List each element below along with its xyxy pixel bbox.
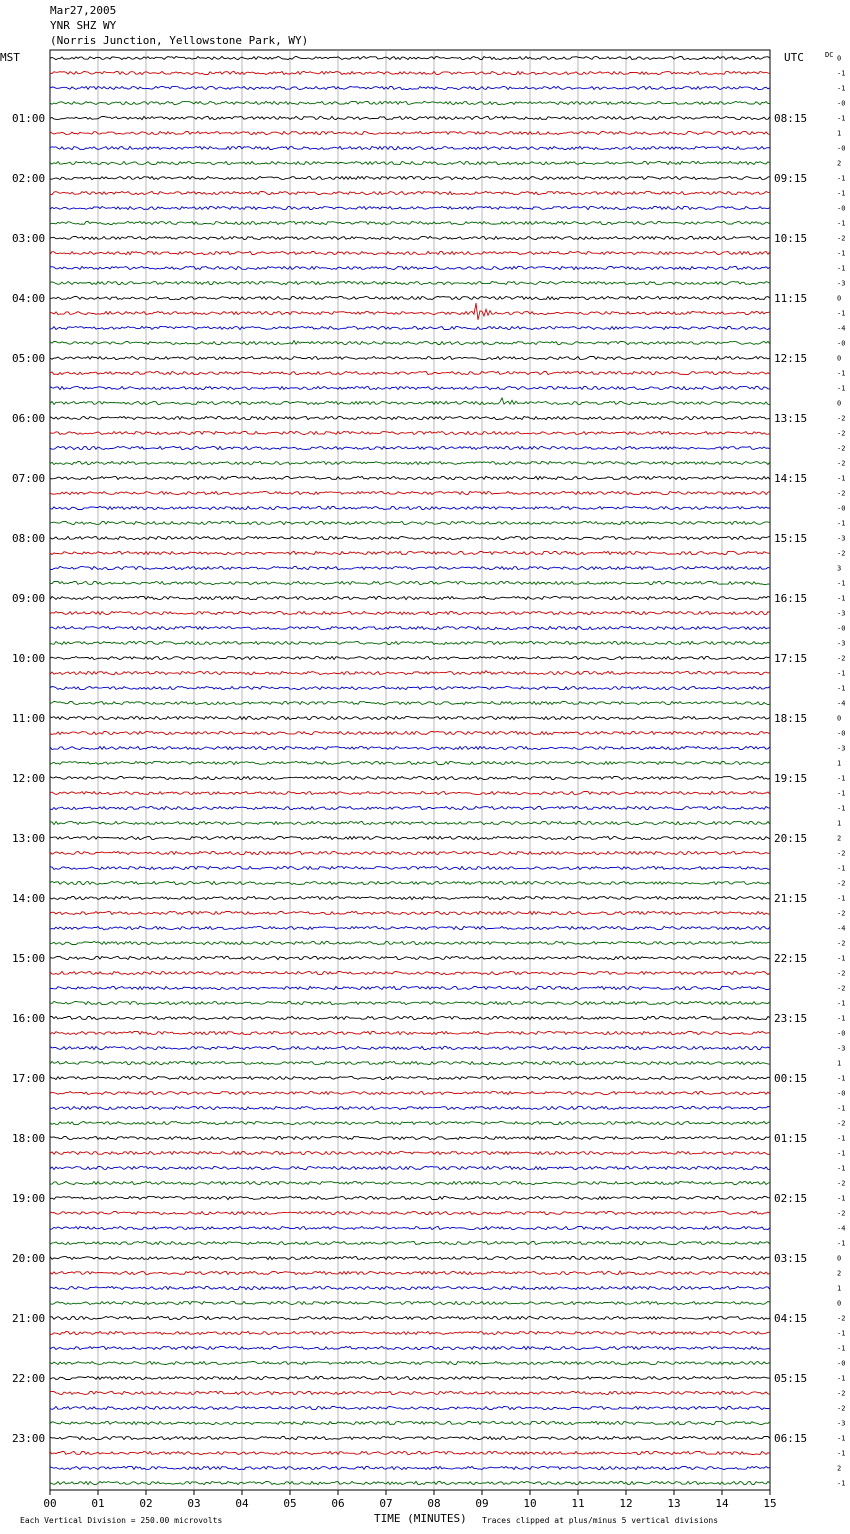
dc-offset-label: -1	[837, 1104, 846, 1113]
dc-offset-label: -2	[837, 414, 846, 423]
left-hour-label: 02:00	[12, 172, 46, 185]
trace-72	[50, 1136, 770, 1139]
dc-offset-label: -2	[837, 969, 846, 978]
dc-offset-label: -2	[837, 984, 846, 993]
dc-offset-label: -1	[837, 864, 846, 873]
trace-49	[50, 791, 770, 794]
dc-offset-label: -0	[837, 144, 846, 153]
dc-offset-label: -0	[837, 624, 846, 633]
trace-10	[50, 206, 770, 209]
left-hour-label: 11:00	[12, 712, 46, 725]
dc-offset-label: -1	[837, 114, 846, 123]
right-hour-label: 11:15	[774, 292, 808, 305]
trace-21	[50, 371, 770, 374]
x-tick-label: 02	[139, 1497, 153, 1510]
dc-offset-label: -2	[837, 459, 846, 468]
x-tick-label: 14	[715, 1497, 729, 1510]
right-axis-label: UTC	[784, 51, 804, 64]
dc-offset-label: 2	[837, 159, 842, 168]
trace-58	[50, 926, 770, 930]
trace-50	[50, 806, 770, 809]
dc-label: DC	[825, 51, 834, 59]
trace-89	[50, 1391, 770, 1394]
trace-48	[50, 776, 770, 779]
dc-offset-label: 1	[837, 1059, 842, 1068]
right-hour-label: 05:15	[774, 1372, 808, 1385]
trace-47	[50, 761, 770, 764]
trace-77	[50, 1211, 770, 1214]
dc-offset-label: -1	[837, 1479, 846, 1488]
dc-offset-label: -1	[837, 1374, 846, 1383]
trace-11	[50, 221, 770, 224]
footer-scale-note: Each Vertical Division = 250.00 microvolts	[20, 1516, 223, 1525]
trace-2	[50, 86, 770, 89]
x-axis-ticks	[43, 1490, 776, 1510]
dc-offset-label: -1	[837, 1344, 846, 1353]
trace-45	[50, 731, 770, 734]
right-hour-labels	[774, 112, 807, 1445]
trace-28	[50, 476, 770, 479]
trace-34	[50, 566, 770, 569]
trace-53	[50, 851, 770, 854]
trace-4	[50, 116, 770, 119]
left-hour-label: 20:00	[12, 1252, 46, 1265]
trace-74	[50, 1166, 770, 1169]
left-hour-label: 06:00	[12, 412, 46, 425]
trace-57	[50, 911, 770, 914]
trace-30	[50, 506, 770, 509]
dc-offset-label: 0	[837, 294, 842, 303]
dc-offset-label: -1	[837, 1434, 846, 1443]
dc-offset-label: 1	[837, 129, 842, 138]
dc-offset-label: -1	[837, 894, 846, 903]
dc-offset-label: -0	[837, 1029, 846, 1038]
trace-1	[50, 71, 770, 74]
left-hour-label: 05:00	[12, 352, 46, 365]
dc-offset-label: -1	[837, 1134, 846, 1143]
trace-86	[50, 1346, 770, 1349]
trace-66	[50, 1046, 770, 1049]
trace-63	[50, 1001, 770, 1004]
trace-9	[50, 191, 770, 194]
trace-14	[50, 266, 770, 269]
trace-64	[50, 1016, 770, 1019]
trace-41	[50, 671, 770, 675]
dc-offset-label: -1	[837, 669, 846, 678]
right-hour-label: 23:15	[774, 1012, 808, 1025]
dc-offset-label: -4	[837, 324, 846, 333]
dc-offset-label: -2	[837, 1404, 846, 1413]
left-hour-label: 10:00	[12, 652, 46, 665]
header-date: Mar27,2005	[50, 4, 117, 17]
x-tick-label: 04	[235, 1497, 249, 1510]
dc-offset-label: -0	[837, 1359, 846, 1368]
x-tick-label: 15	[763, 1497, 777, 1510]
trace-94	[50, 1466, 770, 1469]
dc-offset-label: -0	[837, 204, 846, 213]
trace-95	[50, 1481, 770, 1484]
trace-93	[50, 1451, 770, 1454]
x-tick-label: 10	[523, 1497, 537, 1510]
x-axis-title: TIME (MINUTES)	[374, 1512, 467, 1525]
dc-offset-label: -2	[837, 1179, 846, 1188]
right-hour-label: 22:15	[774, 952, 808, 965]
dc-offset-label: -1	[837, 684, 846, 693]
trace-51	[50, 821, 770, 824]
dc-offset-label: 1	[837, 759, 842, 768]
dc-offset-label: 2	[837, 1464, 842, 1473]
left-hour-labels	[12, 112, 45, 1445]
right-hour-label: 01:15	[774, 1132, 808, 1145]
dc-offset-label: -0	[837, 99, 846, 108]
trace-38	[50, 626, 770, 629]
dc-offset-label: -2	[837, 849, 846, 858]
x-tick-label: 06	[331, 1497, 345, 1510]
dc-offset-label: 1	[837, 819, 842, 828]
dc-offset-label: -2	[837, 654, 846, 663]
right-hour-label: 19:15	[774, 772, 808, 785]
dc-offset-label: -2	[837, 234, 846, 243]
dc-offset-label: -1	[837, 309, 846, 318]
trace-73	[50, 1151, 770, 1154]
dc-offset-label: -3	[837, 534, 846, 543]
dc-offset-label: -1	[837, 999, 846, 1008]
dc-offset-label: -1	[837, 579, 846, 588]
dc-offset-label: -1	[837, 369, 846, 378]
trace-59	[50, 941, 770, 944]
trace-76	[50, 1196, 770, 1199]
trace-71	[50, 1121, 770, 1124]
dc-offset-label: -4	[837, 1224, 846, 1233]
dc-offset-label: 0	[837, 1254, 842, 1263]
left-hour-label: 14:00	[12, 892, 46, 905]
left-hour-label: 07:00	[12, 472, 46, 485]
dc-offset-label: -2	[837, 1314, 846, 1323]
dc-offset-label: -1	[837, 264, 846, 273]
trace-83	[50, 1301, 770, 1304]
dc-offset-label: -1	[837, 84, 846, 93]
left-hour-label: 12:00	[12, 772, 46, 785]
trace-79	[50, 1241, 770, 1244]
dc-offset-label: -1	[837, 774, 846, 783]
trace-88	[50, 1376, 770, 1379]
dc-offset-label: -4	[837, 699, 846, 708]
trace-17	[50, 303, 770, 320]
x-tick-label: 13	[667, 1497, 681, 1510]
left-axis-label: MST	[0, 51, 20, 64]
trace-29	[50, 491, 770, 494]
x-tick-label: 03	[187, 1497, 201, 1510]
left-hour-label: 18:00	[12, 1132, 46, 1145]
x-tick-label: 05	[283, 1497, 297, 1510]
left-hour-label: 03:00	[12, 232, 46, 245]
dc-offset-label: -4	[837, 924, 846, 933]
dc-offset-label: -1	[837, 474, 846, 483]
dc-offset-label: -2	[837, 1389, 846, 1398]
trace-5	[50, 131, 770, 134]
trace-0	[50, 56, 770, 59]
trace-13	[50, 251, 770, 254]
dc-offset-label: -2	[837, 879, 846, 888]
right-hour-label: 13:15	[774, 412, 808, 425]
trace-23	[50, 398, 770, 405]
trace-80	[50, 1256, 770, 1259]
trace-85	[50, 1331, 770, 1334]
trace-92	[50, 1436, 770, 1439]
trace-16	[50, 296, 770, 299]
left-hour-label: 01:00	[12, 112, 46, 125]
dc-offset-label: 0	[837, 54, 842, 63]
trace-69	[50, 1092, 770, 1095]
right-hour-label: 16:15	[774, 592, 808, 605]
header-station: YNR SHZ WY	[50, 19, 117, 32]
left-hour-label: 23:00	[12, 1432, 46, 1445]
dc-offset-label: 0	[837, 1299, 842, 1308]
dc-offset-label: -1	[837, 384, 846, 393]
x-tick-label: 08	[427, 1497, 441, 1510]
dc-offset-label: -1	[837, 1074, 846, 1083]
dc-offset-label: -1	[837, 1014, 846, 1023]
dc-offset-label: -2	[837, 489, 846, 498]
trace-39	[50, 641, 770, 644]
header-location: (Norris Junction, Yellowstone Park, WY)	[50, 34, 309, 47]
right-hour-label: 17:15	[774, 652, 808, 665]
trace-70	[50, 1106, 770, 1109]
dc-offset-label: -0	[837, 504, 846, 513]
trace-55	[50, 881, 770, 884]
dc-offset-label: 3	[837, 564, 842, 573]
trace-82	[50, 1286, 770, 1289]
trace-44	[50, 716, 770, 719]
dc-offset-label: 0	[837, 399, 842, 408]
trace-46	[50, 746, 770, 749]
trace-84	[50, 1316, 770, 1319]
trace-40	[50, 657, 770, 660]
trace-32	[50, 536, 770, 539]
trace-56	[50, 896, 770, 899]
trace-33	[50, 551, 770, 554]
trace-15	[50, 281, 770, 284]
x-tick-label: 01	[91, 1497, 105, 1510]
dc-offset-label: -1	[837, 789, 846, 798]
dc-offset-labels	[837, 55, 845, 1488]
trace-31	[50, 521, 770, 524]
dc-offset-label: -3	[837, 1419, 846, 1428]
dc-offset-label: -1	[837, 69, 846, 78]
trace-8	[50, 176, 770, 179]
dc-offset-label: -3	[837, 609, 846, 618]
right-hour-label: 08:15	[774, 112, 808, 125]
trace-7	[50, 161, 770, 164]
trace-67	[50, 1061, 770, 1064]
trace-61	[50, 971, 770, 974]
dc-offset-label: -3	[837, 1044, 846, 1053]
trace-90	[50, 1406, 770, 1409]
right-hour-label: 00:15	[774, 1072, 808, 1085]
trace-35	[50, 581, 770, 584]
dc-offset-label: -2	[837, 1209, 846, 1218]
trace-87	[50, 1361, 770, 1364]
trace-65	[50, 1031, 770, 1034]
dc-offset-label: -1	[837, 804, 846, 813]
dc-offset-label: -1	[837, 954, 846, 963]
dc-offset-label: -1	[837, 1164, 846, 1173]
x-tick-label: 00	[43, 1497, 57, 1510]
x-tick-label: 09	[475, 1497, 489, 1510]
trace-19	[50, 341, 770, 345]
trace-27	[50, 461, 770, 464]
trace-12	[50, 236, 770, 239]
dc-offset-label: -2	[837, 909, 846, 918]
trace-20	[50, 356, 770, 359]
trace-60	[50, 956, 770, 959]
trace-75	[50, 1181, 770, 1184]
dc-offset-label: -1	[837, 1194, 846, 1203]
dc-offset-label: -1	[837, 519, 846, 528]
dc-offset-label: -3	[837, 744, 846, 753]
dc-offset-label: -3	[837, 639, 846, 648]
left-hour-label: 09:00	[12, 592, 46, 605]
trace-26	[50, 446, 770, 449]
dc-offset-label: -1	[837, 174, 846, 183]
right-hour-label: 09:15	[774, 172, 808, 185]
dc-offset-label: 2	[837, 1269, 842, 1278]
dc-offset-label: 0	[837, 354, 842, 363]
dc-offset-label: -1	[837, 189, 846, 198]
trace-62	[50, 986, 770, 989]
left-hour-label: 04:00	[12, 292, 46, 305]
trace-52	[50, 836, 770, 839]
trace-18	[50, 326, 770, 329]
dc-offset-label: -1	[837, 249, 846, 258]
dc-offset-label: -2	[837, 939, 846, 948]
dc-offset-label: -2	[837, 549, 846, 558]
trace-22	[50, 386, 770, 389]
dc-offset-label: 2	[837, 834, 842, 843]
trace-91	[50, 1421, 770, 1424]
right-hour-label: 14:15	[774, 472, 808, 485]
trace-3	[50, 101, 770, 104]
trace-54	[50, 866, 770, 869]
right-hour-label: 20:15	[774, 832, 808, 845]
trace-36	[50, 596, 770, 599]
dc-offset-label: -0	[837, 339, 846, 348]
trace-24	[50, 416, 770, 419]
dc-offset-label: -3	[837, 279, 846, 288]
left-hour-label: 13:00	[12, 832, 46, 845]
left-hour-label: 19:00	[12, 1192, 46, 1205]
seismic-traces	[50, 56, 770, 1484]
dc-offset-label: -1	[837, 1449, 846, 1458]
right-hour-label: 02:15	[774, 1192, 808, 1205]
dc-offset-label: 0	[837, 714, 842, 723]
footer-clip-note: Traces clipped at plus/minus 5 vertical divisions	[482, 1516, 719, 1525]
dc-offset-label: -0	[837, 1089, 846, 1098]
trace-81	[50, 1271, 770, 1275]
dc-offset-label: -1	[837, 1149, 846, 1158]
dc-offset-label: -1	[837, 1329, 846, 1338]
trace-25	[50, 431, 770, 434]
dc-offset-label: 1	[837, 1284, 842, 1293]
dc-offset-label: -1	[837, 594, 846, 603]
trace-78	[50, 1226, 770, 1229]
dc-offset-label: -0	[837, 729, 846, 738]
right-hour-label: 21:15	[774, 892, 808, 905]
dc-offset-label: -2	[837, 444, 846, 453]
left-hour-label: 15:00	[12, 952, 46, 965]
left-hour-label: 16:00	[12, 1012, 46, 1025]
x-tick-label: 11	[571, 1497, 585, 1510]
trace-42	[50, 686, 770, 689]
x-tick-label: 07	[379, 1497, 393, 1510]
dc-offset-label: -1	[837, 1239, 846, 1248]
right-hour-label: 04:15	[774, 1312, 808, 1325]
trace-43	[50, 701, 770, 704]
dc-offset-label: -1	[837, 219, 846, 228]
trace-68	[50, 1076, 770, 1079]
left-hour-label: 21:00	[12, 1312, 46, 1325]
right-hour-label: 06:15	[774, 1432, 808, 1445]
left-hour-label: 22:00	[12, 1372, 46, 1385]
dc-offset-label: -2	[837, 429, 846, 438]
right-hour-label: 15:15	[774, 532, 808, 545]
right-hour-label: 12:15	[774, 352, 808, 365]
left-hour-label: 17:00	[12, 1072, 46, 1085]
right-hour-label: 10:15	[774, 232, 808, 245]
left-hour-label: 08:00	[12, 532, 46, 545]
trace-6	[50, 146, 770, 149]
right-hour-label: 03:15	[774, 1252, 808, 1265]
trace-37	[50, 611, 770, 614]
dc-offset-label: -2	[837, 1119, 846, 1128]
right-hour-label: 18:15	[774, 712, 808, 725]
x-tick-label: 12	[619, 1497, 633, 1510]
